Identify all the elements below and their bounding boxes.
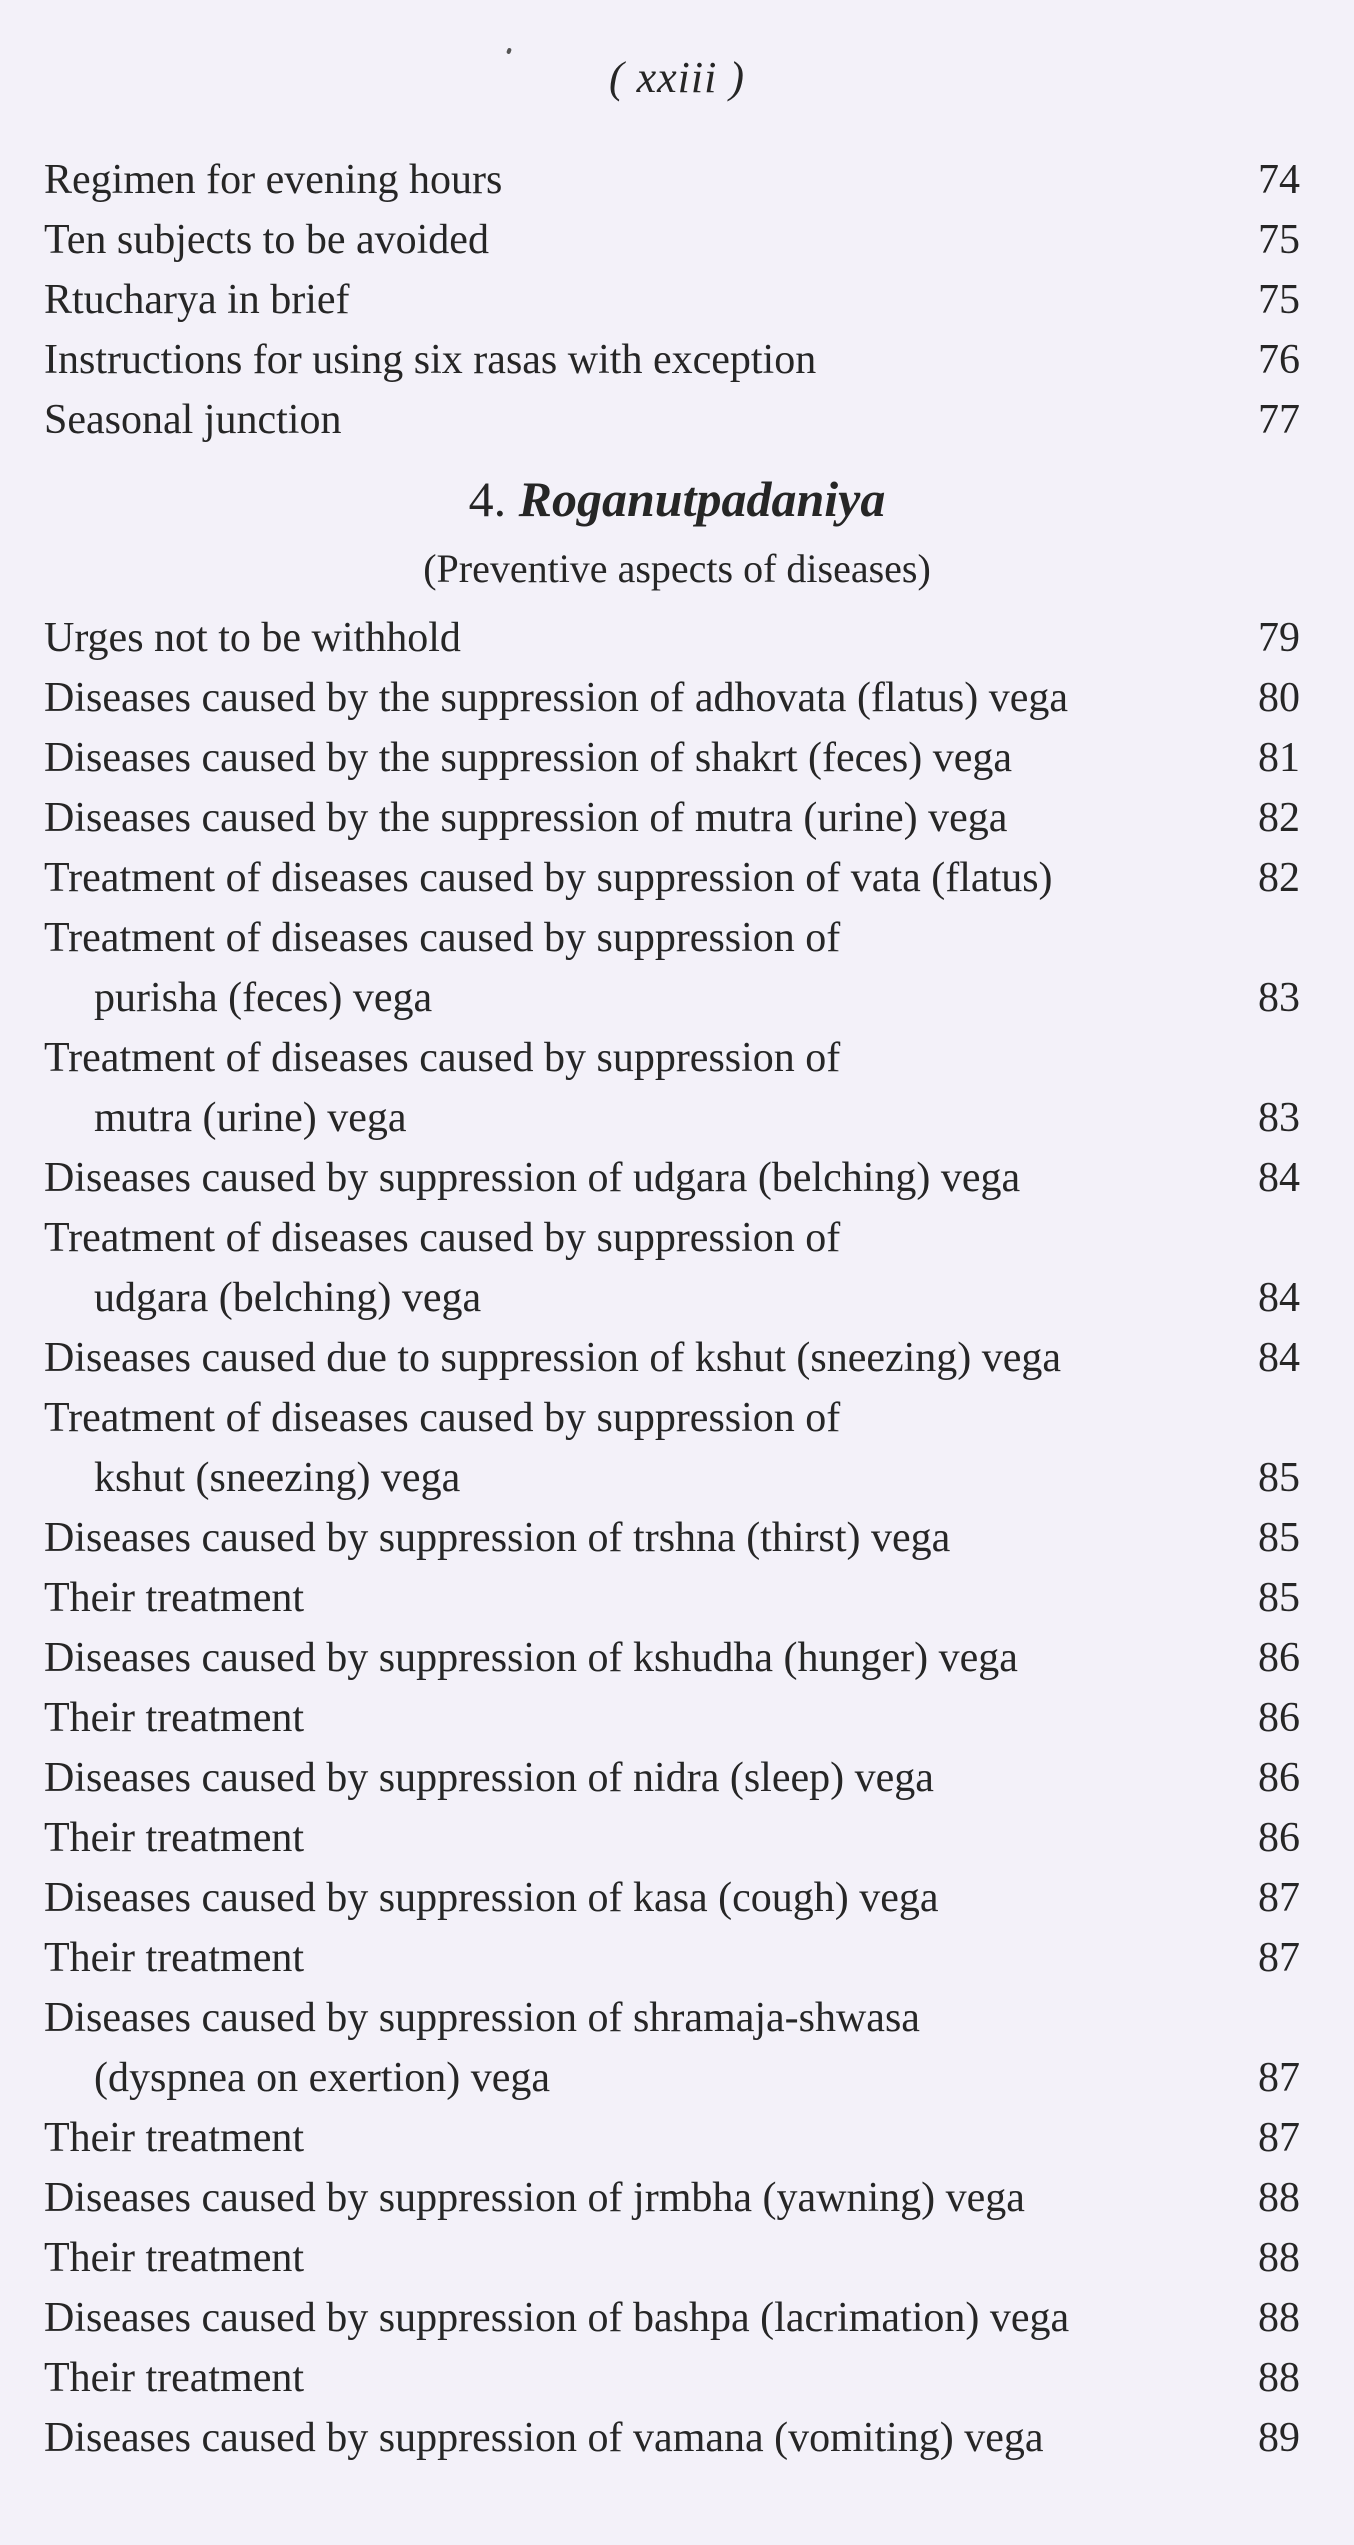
toc-entry-title-line1: Treatment of diseases caused by suppression of (44, 1215, 841, 1261)
toc-entry (44, 1808, 1300, 1868)
toc-entry (44, 2348, 1300, 2408)
toc-entry-page-number: 88 (1258, 2295, 1300, 2341)
toc-entry-page-number: 85 (1258, 1515, 1300, 1561)
toc-entry (44, 210, 1300, 270)
toc-entry-title: Diseases caused by suppression of kasa (cough) vega (44, 1875, 939, 1921)
toc-section-chapter-4 (44, 608, 1300, 2468)
toc-entry-title: Diseases caused by the suppression of mutra (urine) vega (44, 795, 1008, 841)
toc-entry (44, 1208, 1300, 1328)
toc-entry (44, 390, 1300, 450)
chapter-subtitle: (Preventive aspects of diseases) (423, 546, 931, 591)
toc-entry-title (44, 908, 840, 1028)
toc-entry (44, 1388, 1300, 1508)
toc-entry (44, 848, 1300, 908)
toc-entry-page-number: 75 (1258, 277, 1300, 323)
toc-entry-title-line2: (dyspnea on exertion) vega (94, 2055, 550, 2101)
toc-entry-title (44, 1388, 840, 1508)
toc-entry-page-number: 87 (1258, 2055, 1300, 2101)
toc-entry-title: Diseases caused by suppression of jrmbha (yawning) vega (44, 2175, 1025, 2221)
toc-entry (44, 1628, 1300, 1688)
toc-entry-page-number: 85 (1258, 1575, 1300, 1621)
chapter-heading (0, 470, 1354, 528)
toc-entry-page-number: 75 (1258, 217, 1300, 263)
toc-entry (44, 608, 1300, 668)
toc-entry-title: Diseases caused due to suppression of kshut (sneezing) vega (44, 1335, 1062, 1381)
toc-entry-title: Ten subjects to be avoided (44, 217, 489, 263)
toc-entry (44, 1928, 1300, 1988)
toc-entry (44, 150, 1300, 210)
toc-entry-page-number: 86 (1258, 1755, 1300, 1801)
toc-entry-page-number: 85 (1258, 1455, 1300, 1501)
toc-entry-title-line2: purisha (feces) vega (94, 975, 433, 1021)
toc-entry (44, 1148, 1300, 1208)
toc-entry (44, 1868, 1300, 1928)
toc-entry-title-line2: kshut (sneezing) vega (94, 1455, 461, 1501)
toc-entry (44, 330, 1300, 390)
toc-entry (44, 1028, 1300, 1148)
toc-entry-title: Rtucharya in brief (44, 277, 350, 323)
toc-entry-page-number: 86 (1258, 1635, 1300, 1681)
chapter-number: 4. (468, 471, 507, 527)
toc-entry-title: Their treatment (44, 2235, 305, 2281)
toc-entry-title: Urges not to be withhold (44, 615, 461, 661)
page-folio: ( xxiii ) (608, 53, 746, 102)
toc-entry (44, 788, 1300, 848)
toc-entry-title: Their treatment (44, 1695, 305, 1741)
toc-entry (44, 1568, 1300, 1628)
toc-entry-page-number: 82 (1258, 795, 1300, 841)
toc-entry (44, 2228, 1300, 2288)
toc-entry-title (44, 1988, 920, 2108)
toc-entry-page-number: 88 (1258, 2175, 1300, 2221)
toc-entry-title: Diseases caused by suppression of nidra (sleep) vega (44, 1755, 934, 1801)
toc-entry-title: Instructions for using six rasas with exception (44, 337, 817, 383)
toc-entry-title: Their treatment (44, 1575, 305, 1621)
toc-entry-title: Their treatment (44, 1935, 305, 1981)
toc-entry (44, 668, 1300, 728)
toc-entry-title: Treatment of diseases caused by suppression of vata (flatus) (44, 855, 1053, 901)
toc-entry-title-line1: Treatment of diseases caused by suppression of (44, 1395, 841, 1441)
toc-entry-title-line2: udgara (belching) vega (94, 1275, 482, 1321)
toc-entry-title-line1: Treatment of diseases caused by suppression of (44, 915, 841, 961)
toc-entry-page-number: 86 (1258, 1815, 1300, 1861)
toc-entry-page-number: 87 (1258, 1935, 1300, 1981)
toc-entry-title: Diseases caused by suppression of udgara (belching) vega (44, 1155, 1021, 1201)
toc-entry-page-number: 79 (1258, 615, 1300, 661)
toc-entry-page-number: 86 (1258, 1695, 1300, 1741)
toc-entry (44, 2408, 1300, 2468)
toc-entry-page-number: 80 (1258, 675, 1300, 721)
toc-entry-page-number: 83 (1258, 1095, 1300, 1141)
toc-section-previous (44, 150, 1300, 450)
toc-entry-page-number: 83 (1258, 975, 1300, 1021)
toc-entry-title: Diseases caused by suppression of vamana (vomiting) vega (44, 2415, 1044, 2461)
toc-entry-title-line1: Treatment of diseases caused by suppression of (44, 1035, 841, 1081)
toc-entry (44, 728, 1300, 788)
toc-entry-title-line1: Diseases caused by suppression of shramaja-shwasa (44, 1995, 920, 2041)
toc-entry (44, 1688, 1300, 1748)
toc-entry-title: Diseases caused by suppression of trshna (thirst) vega (44, 1515, 951, 1561)
toc-entry (44, 2108, 1300, 2168)
toc-entry-page-number: 77 (1258, 397, 1300, 443)
toc-entry (44, 1508, 1300, 1568)
toc-entry-page-number: 84 (1258, 1155, 1300, 1201)
toc-entry (44, 908, 1300, 1028)
toc-entry-title: Their treatment (44, 2355, 305, 2401)
toc-entry (44, 1328, 1300, 1388)
toc-entry (44, 1988, 1300, 2108)
toc-entry-title: Their treatment (44, 2115, 305, 2161)
toc-entry-title-line2: mutra (urine) vega (94, 1095, 407, 1141)
toc-entry-page-number: 76 (1258, 337, 1300, 383)
toc-entry-page-number: 87 (1258, 2115, 1300, 2161)
toc-entry-page-number: 87 (1258, 1875, 1300, 1921)
toc-entry-page-number: 82 (1258, 855, 1300, 901)
toc-entry-title: Diseases caused by suppression of kshudha (hunger) vega (44, 1635, 1018, 1681)
toc-entry-page-number: 89 (1258, 2415, 1300, 2461)
toc-entry (44, 270, 1300, 330)
toc-entry-page-number: 84 (1258, 1275, 1300, 1321)
toc-entry-title: Diseases caused by the suppression of adhovata (flatus) vega (44, 675, 1069, 721)
toc-entry-title: Diseases caused by the suppression of shakrt (feces) vega (44, 735, 1013, 781)
toc-entry-page-number: 81 (1258, 735, 1300, 781)
toc-entry-title (44, 1208, 840, 1328)
toc-entry-page-number: 88 (1258, 2355, 1300, 2401)
toc-entry (44, 1748, 1300, 1808)
toc-entry-title (44, 1028, 840, 1148)
toc-entry-page-number: 84 (1258, 1335, 1300, 1381)
toc-entry (44, 2168, 1300, 2228)
toc-entry-title: Diseases caused by suppression of bashpa (lacrimation) vega (44, 2295, 1070, 2341)
toc-entry-title: Seasonal junction (44, 397, 342, 443)
toc-entry-page-number: 88 (1258, 2235, 1300, 2281)
chapter-title: Roganutpadaniya (518, 471, 886, 527)
toc-entry (44, 2288, 1300, 2348)
toc-entry-page-number: 74 (1258, 157, 1300, 203)
toc-entry-title: Regimen for evening hours (44, 157, 503, 203)
toc-entry-title: Their treatment (44, 1815, 305, 1861)
